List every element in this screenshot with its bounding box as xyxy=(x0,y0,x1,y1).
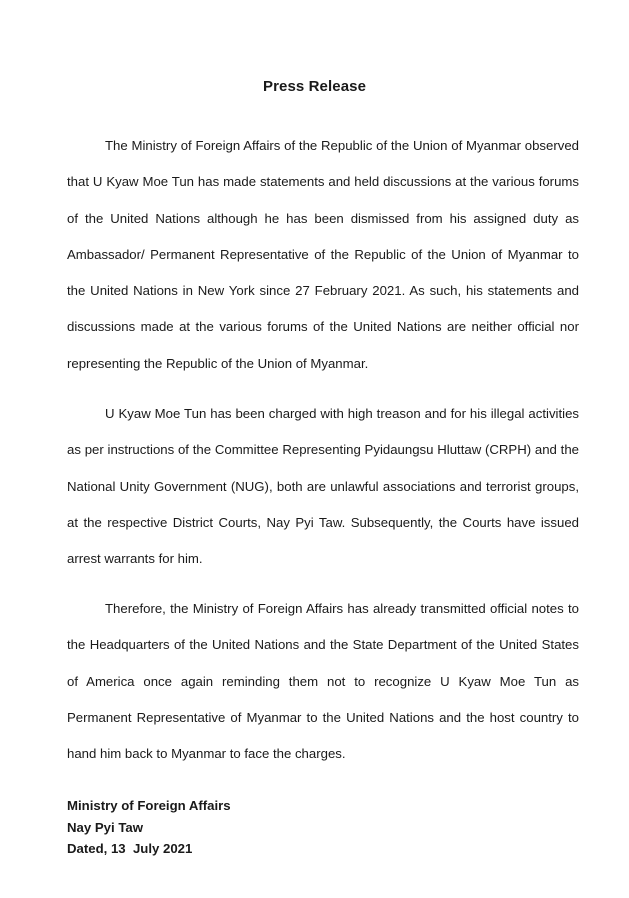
signature-date: Dated, 13 July 2021 xyxy=(67,841,193,856)
signature-organization: Ministry of Foreign Affairs xyxy=(67,798,231,813)
signature-location: Nay Pyi Taw xyxy=(67,819,143,835)
document-title: Press Release xyxy=(262,78,367,95)
paragraph-dismissal: The Ministry of Foreign Affairs of the Republic of the Union of Myanmar observed that U Kyaw Moe Tun has made statements and held discussions at the various forums of the United Nations although he has been dismissed from his assigned duty as Ambassador/ Permanent Representative of the Republic of the Union of Myanmar to the United Nations in New York since 27 February 2021. As such, his statements and discussions made at the various forums of the United Nations are neither official nor representing the Republic of the Union of Myanmar. xyxy=(67,138,579,371)
paragraph-charges: U Kyaw Moe Tun has been charged with high treason and for his illegal activities as per instructions of the Committee Representing Pyidaungsu Hluttaw (CRPH) and the National Unity Government (NUG), both are unlawful associations and terrorist groups, at the respective District Courts, Nay Pyi Taw. Subsequently, the Courts have issued arrest warrants for him. xyxy=(67,406,579,567)
paragraph-official-notes: Therefore, the Ministry of Foreign Affairs has already transmitted official notes to the Headquarters of the United Nations and the State Department of the United States of America once again reminding them not to recognize U Kyaw Moe Tun as Permanent Representative of Myanmar to the United Nations and the host country to hand him back to Myanmar to face the charges. xyxy=(67,601,579,762)
signature-block xyxy=(67,795,231,860)
